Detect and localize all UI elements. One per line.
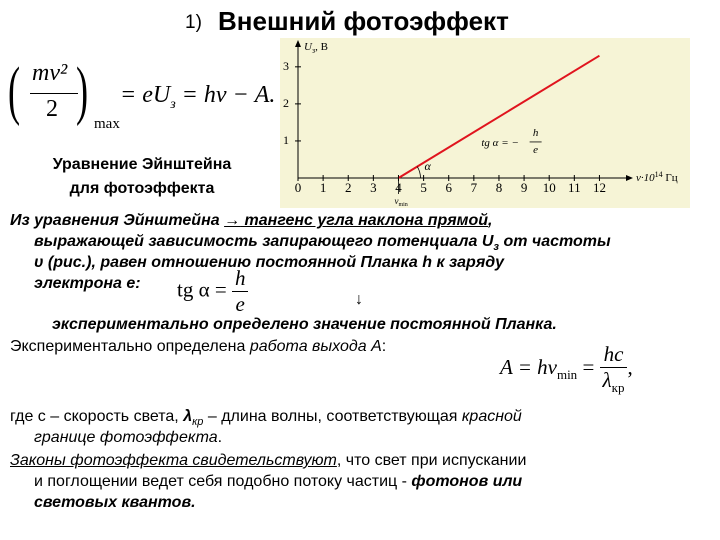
paragraph-line-9: Законы фотоэффекта свидетельствуют, что свет при испускании [10, 452, 527, 469]
x-tick-label: 2 [344, 180, 352, 195]
x-tick-label: 1 [319, 180, 327, 195]
formula-subscript: max [94, 116, 120, 132]
formula-denominator: 2 [46, 96, 58, 122]
einstein-formula [8, 56, 278, 136]
paragraph-line-5: экспериментально определено значение постоянной Планка. [52, 316, 557, 333]
x-tick-label: 9 [520, 180, 528, 195]
equation-label [18, 153, 266, 201]
paragraph-line-4: электрона е: [34, 275, 141, 292]
x-tick-label: 0 [294, 180, 302, 195]
paragraph-line-10: и поглощении ведет себя подобно потоку частиц - фотонов или [34, 473, 523, 490]
y-tick-label: 1 [283, 132, 289, 147]
paragraph-line-7: где с – скорость света, $\lambda_{кр}$ – длина волны, соответствующая красной [10, 408, 522, 429]
x-tick-label: 6 [445, 180, 452, 195]
work-function-formula: $A = h\nu_{min}$ = $\frac{hc}{\lambda_{кр}}$ , [500, 342, 633, 396]
page-title: Внешний фотоэффект [218, 6, 509, 36]
alpha-label: α [424, 159, 431, 173]
paragraph-line-6: Экспериментально определена работа выхода А: [10, 338, 387, 355]
paragraph-line-8: границе фотоэффекта. [34, 429, 223, 446]
x-tick-label: 10 [542, 180, 556, 195]
section-number: 1) [185, 12, 202, 33]
equation-label-line2: для фотоэффекта [69, 180, 215, 197]
equation-label-line1: Уравнение Эйнштейна [52, 156, 232, 173]
paragraph-line-1: Из уравнения Эйнштейна → тангенс угла наклона прямой, [10, 212, 493, 229]
tg-annotation-numerator: h [532, 126, 539, 139]
formula-fraction-bar [30, 93, 78, 94]
y-tick-label: 2 [283, 95, 289, 110]
right-bracket: ) [76, 54, 89, 127]
tg-annotation: tg α = − [481, 136, 519, 149]
x-tick-label: 11 [568, 180, 581, 195]
photoeffect-chart [280, 38, 690, 208]
x-tick-label: 12 [592, 180, 606, 195]
paragraph-line-3: υ (рис.), равен отношению постоянной Планка h к заряду [34, 254, 505, 271]
x-tick-label: 3 [370, 180, 377, 195]
down-arrow: ↓ [355, 291, 363, 308]
formula-rhs: = $eU_з = h\nu - A$. [120, 82, 276, 112]
paragraph-line-11: световых квантов. [34, 494, 196, 511]
x-tick-label: 4 [395, 180, 402, 195]
x-tick-label: 8 [495, 180, 503, 195]
x-axis-label: $\nu\cdot 10^{14}$ Гц [636, 170, 678, 184]
y-axis-label: $U_з$, В [304, 41, 328, 55]
tg-annotation-denominator: e [533, 143, 539, 156]
left-bracket: ( [8, 54, 21, 127]
paragraph-line-2: выражающей зависимость запирающего потенциала $U_з$ от частоты [34, 233, 611, 254]
x-tick-label: 7 [470, 180, 478, 195]
tangent-formula: tg α = $\frac{h}{e}$ [177, 266, 248, 317]
y-tick-label: 3 [283, 58, 289, 73]
nu-min-label: $\nu_{min}$ [394, 196, 408, 208]
x-tick-label: 5 [420, 180, 427, 195]
formula-numerator: mv² [32, 60, 68, 86]
chart-background [280, 38, 690, 208]
